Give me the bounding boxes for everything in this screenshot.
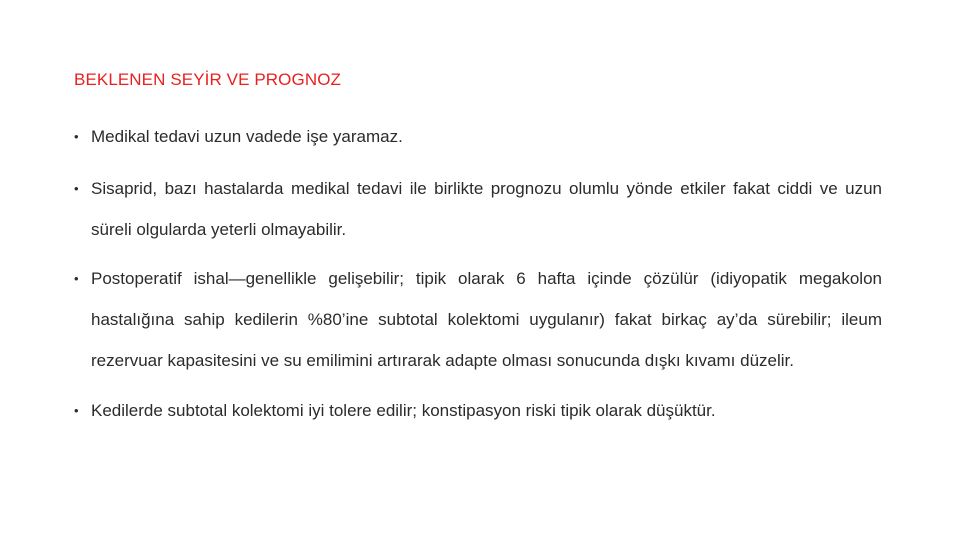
bullet-dot-icon: •	[74, 129, 79, 144]
bullet-dot-icon: •	[74, 403, 79, 418]
bullet-text: Sisaprid, bazı hastalarda medikal tedavi ile birlikte prognozu olumlu yönde etkiler fakat ciddi ve uzun süreli olgularda yeterli olmayabilir.	[91, 179, 882, 239]
slide-title: BEKLENEN SEYİR VE PROGNOZ	[74, 70, 342, 89]
bullet-dot-icon: •	[74, 181, 79, 196]
bullet-item	[74, 168, 882, 250]
bullet-text: Postoperatif ishal—genellikle gelişebilir; tipik olarak 6 hafta içinde çözülür (idiyopatik megakolon hastalığına sahip kedilerin %80’ine subtotal kolektomi uygulanır) fakat birkaç ay’da sürebilir; ileum rezervuar kapasitesini ve su emilimini artırarak adapte olması sonucunda dışkı kıvamı düzelir.	[91, 269, 882, 370]
bullet-list	[74, 116, 882, 438]
bullet-text: Medikal tedavi uzun vadede işe yaramaz.	[91, 127, 403, 146]
bullet-item	[74, 116, 882, 157]
bullet-item	[74, 258, 882, 381]
bullet-item	[74, 390, 882, 431]
bullet-text: Kedilerde subtotal kolektomi iyi tolere edilir; konstipasyon riski tipik olarak düşüktür.	[91, 401, 716, 420]
bullet-dot-icon: •	[74, 271, 79, 286]
